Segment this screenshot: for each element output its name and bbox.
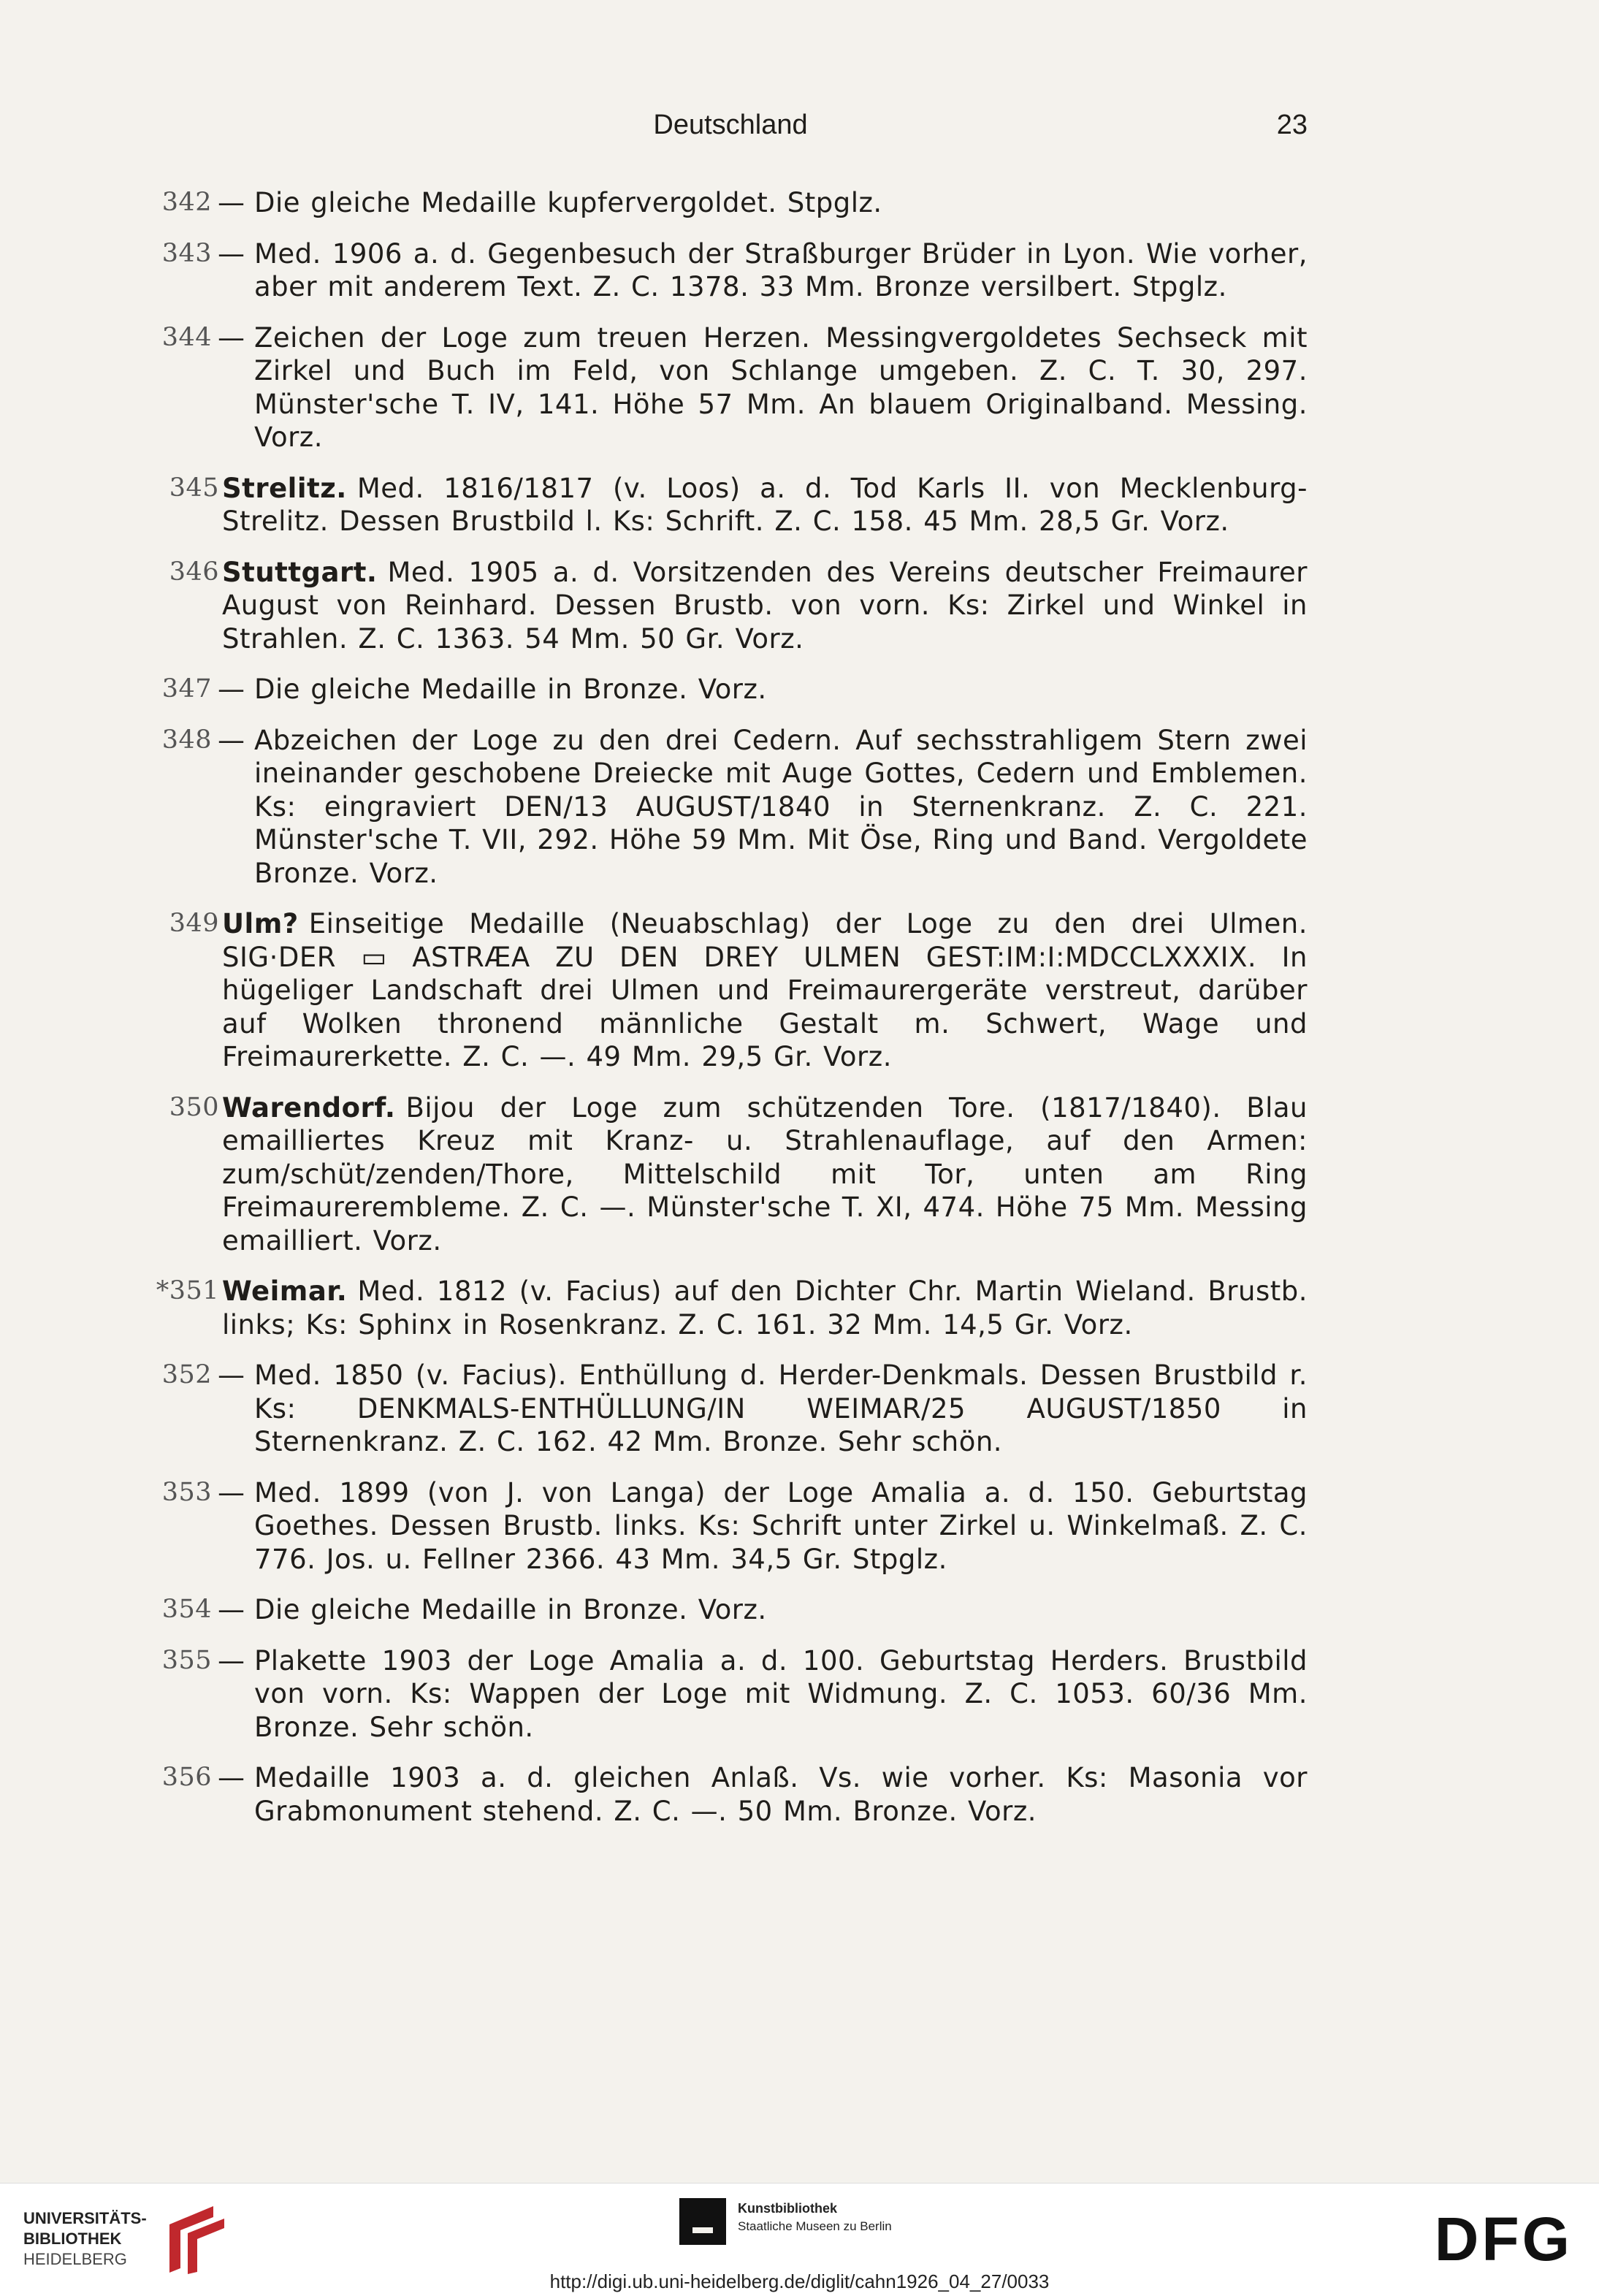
entry-text: Die gleiche Medaille in Bronze. Vorz. [254, 674, 767, 705]
entry-body [254, 238, 1308, 303]
entry-number: 346 [169, 557, 219, 587]
entry-body [254, 1359, 1308, 1457]
entry-text: Medaille 1903 a. d. gleichen Anlaß. Vs. wie vorher. Ks: Masonia vor Grabmonument stehend. Z. C. —. 50 Mm. Bronze. Vorz. [254, 1762, 1308, 1827]
entry-text: Med. 1812 (v. Facius) auf den Dichter Chr. Martin Wieland. Brustb. links; Ks: Sphinx in Rosenkranz. Z. C. 161. 32 Mm. 14,5 Gr. Vorz. [222, 1275, 1308, 1340]
entry-number: 343 [161, 238, 212, 268]
catalogue-entry [146, 907, 1308, 1074]
entry-dash: — [218, 724, 245, 756]
kunstbibliothek-icon [679, 2198, 726, 2245]
entry-number: *351 [156, 1276, 219, 1305]
catalogue-entry [146, 1644, 1308, 1744]
catalogue-entry [146, 186, 1308, 220]
entry-body [254, 725, 1308, 889]
footer-bar [0, 2183, 1599, 2296]
entry-number: 348 [161, 725, 212, 755]
catalogue-entry [146, 724, 1308, 890]
entry-body [254, 1645, 1308, 1743]
entry-dash: — [218, 1644, 245, 1677]
entry-number: 345 [169, 473, 219, 503]
catalogue-entry [146, 1476, 1308, 1576]
catalogue-entry [146, 556, 1308, 656]
kunstbibliothek-logo[interactable] [679, 2198, 972, 2257]
entry-dash: — [218, 237, 245, 270]
entry-body [254, 187, 882, 218]
entry-text: Abzeichen der Loge zu den drei Cedern. Auf sechsstrahligem Stern zwei ineinander geschobene Dreiecke mit Auge Gottes, Cedern und Emblemen. Ks: eingraviert DEN/13 AUGUST/1840 in Sternenkranz. Z. C. 221. Münster'sche T. VII, 292. Höhe 59 Mm. Mit Öse, Ring und Band. Vergoldete Bronze. Vorz. [254, 724, 1308, 889]
page-title: Deutschland [653, 110, 808, 140]
catalogue-entry [146, 1593, 1308, 1627]
kb-title: Kunstbibliothek [738, 2201, 837, 2216]
entry-dash: — [218, 1762, 245, 1793]
entry-body [254, 1477, 1308, 1575]
entry-text: Die gleiche Medaille in Bronze. Vorz. [254, 1594, 767, 1625]
entry-text: Med. 1850 (v. Facius). Enthüllung d. Herder-Denkmals. Dessen Brustbild r. Ks: DENKMALS-ENTHÜLLUNG/IN WEIMAR/25 AUGUST/1850 in Sternenkranz. Z. C. 162. 42 Mm. Bronze. Sehr schön. [254, 1359, 1308, 1457]
entry-place: Weimar. [222, 1275, 348, 1307]
entry-body [222, 907, 1308, 1074]
entry-dash: — [218, 321, 245, 354]
entry-text: Med. 1899 (von J. von Langa) der Loge Amalia a. d. 150. Geburtstag Goethes. Dessen Brustb. links. Ks: Schrift unter Zirkel u. Winkelmaß. Z. C. 776. Jos. u. Fellner 2366. 43 Mm. 34,5 Gr. Stpglz. [254, 1476, 1308, 1575]
entry-number: 349 [169, 909, 219, 938]
entry-number: 352 [161, 1360, 212, 1389]
entry-number: 354 [161, 1595, 212, 1624]
kb-subtitle: Staatliche Museen zu Berlin [738, 2219, 892, 2233]
library-mark-icon [162, 2202, 235, 2276]
entry-text: Einseitige Medaille (Neuabschlag) der Loge zu den drei Ulmen. SIG·DER ▭ ASTRÆA ZU DEN DREY ULMEN GEST:IM:I:MDCCLXXXIX. In hügeliger Landschaft drei Ulmen und Freimaurergeräte verstreut, darüber auf Wolken thronend männliche Gestalt m. Schwert, Wage und Freimaurerkette. Z. C. —. 49 Mm. 29,5 Gr. Vorz. [222, 908, 1308, 1072]
entry-text: Bijou der Loge zum schützenden Tore. (1817/1840). Blau emailliertes Kreuz mit Kranz- u. Strahlenauflage, auf den Armen: zum/schüt/zenden/Thore, Mittelschild mit Tor, unten am Ring Freimaurerembleme. Z. C. —. Münster'sche T. XI, 474. Höhe 75 Mm. Messing emailliert. Vorz. [222, 1091, 1308, 1256]
entry-number: 350 [169, 1092, 219, 1122]
catalogue-entry [146, 1091, 1308, 1258]
entry-dash: — [218, 674, 245, 705]
entry-number: 344 [161, 322, 212, 352]
entry-number: 353 [161, 1477, 212, 1507]
permalink-url[interactable]: http://digi.ub.uni-heidelberg.de/diglit/cahn1926_04_27/0033 [549, 2270, 1050, 2292]
entry-body [222, 556, 1308, 656]
catalogue-entry [146, 472, 1308, 538]
entry-dash: — [218, 187, 245, 218]
dfg-logo[interactable]: DFG [1434, 2205, 1573, 2273]
heidelberg-library-logo[interactable] [23, 2202, 235, 2276]
catalogue-entries [146, 186, 1308, 1845]
entry-place: Stuttgart. [222, 556, 378, 588]
entry-body [222, 1275, 1308, 1341]
running-head [153, 110, 1308, 153]
entry-number: 342 [161, 188, 212, 217]
catalogue-entry [146, 1275, 1308, 1341]
entry-text: Zeichen der Loge zum treuen Herzen. Messingvergoldetes Sechseck mit Zirkel und Buch im Feld, von Schlange umgeben. Z. C. T. 30, 297. Münster'sche T. IV, 141. Höhe 57 Mm. An blauem Originalband. Messing. Vorz. [254, 321, 1308, 453]
entry-place: Ulm? [222, 908, 299, 939]
entry-text: Med. 1906 a. d. Gegenbesuch der Straßburger Brüder in Lyon. Wie vorher, aber mit anderem Text. Z. C. 1378. 33 Mm. Bronze versilbert. Stpglz. [254, 237, 1308, 302]
entry-number: 356 [161, 1763, 212, 1792]
entry-dash: — [218, 1359, 245, 1391]
page-number: 23 [1276, 110, 1308, 140]
entry-text: Die gleiche Medaille kupfervergoldet. Stpglz. [254, 187, 882, 218]
entry-dash: — [218, 1594, 245, 1625]
entry-body [254, 674, 767, 705]
entry-place: Warendorf. [222, 1091, 396, 1124]
entry-body [222, 1091, 1308, 1258]
entry-place: Strelitz. [222, 472, 347, 504]
library-name [23, 2208, 147, 2270]
catalogue-entry [146, 1359, 1308, 1459]
entry-body [222, 472, 1308, 538]
entry-number: 347 [161, 674, 212, 703]
entry-body [254, 322, 1308, 454]
library-name-line1: UNIVERSITÄTS- [23, 2209, 147, 2227]
library-name-line3: HEIDELBERG [23, 2250, 127, 2268]
catalogue-entry [146, 321, 1308, 454]
kunstbibliothek-text [738, 2200, 892, 2235]
catalogue-entry [146, 1761, 1308, 1828]
entry-body [254, 1762, 1308, 1827]
entry-text: Plakette 1903 der Loge Amalia a. d. 100. Geburtstag Herders. Brustbild von vorn. Ks: Wappen der Loge mit Widmung. Z. C. 1053. 60/36 Mm. Bronze. Sehr schön. [254, 1644, 1308, 1743]
entry-text: Med. 1905 a. d. Vorsitzenden des Vereins deutscher Freimaurer August von Reinhard. Dessen Brustb. von vorn. Ks: Zirkel und Winkel in Strahlen. Z. C. 1363. 54 Mm. 50 Gr. Vorz. [222, 556, 1308, 655]
entry-number: 355 [161, 1645, 212, 1675]
entry-dash: — [218, 1476, 245, 1509]
catalogue-entry [146, 237, 1308, 304]
catalogue-entry [146, 673, 1308, 706]
entry-body [254, 1594, 767, 1625]
library-name-line2: BIBLIOTHEK [23, 2230, 122, 2248]
entry-text: Med. 1816/1817 (v. Loos) a. d. Tod Karls II. von Mecklenburg-Strelitz. Dessen Brustbild l. Ks: Schrift. Z. C. 158. 45 Mm. 28,5 Gr. Vorz. [222, 472, 1308, 537]
